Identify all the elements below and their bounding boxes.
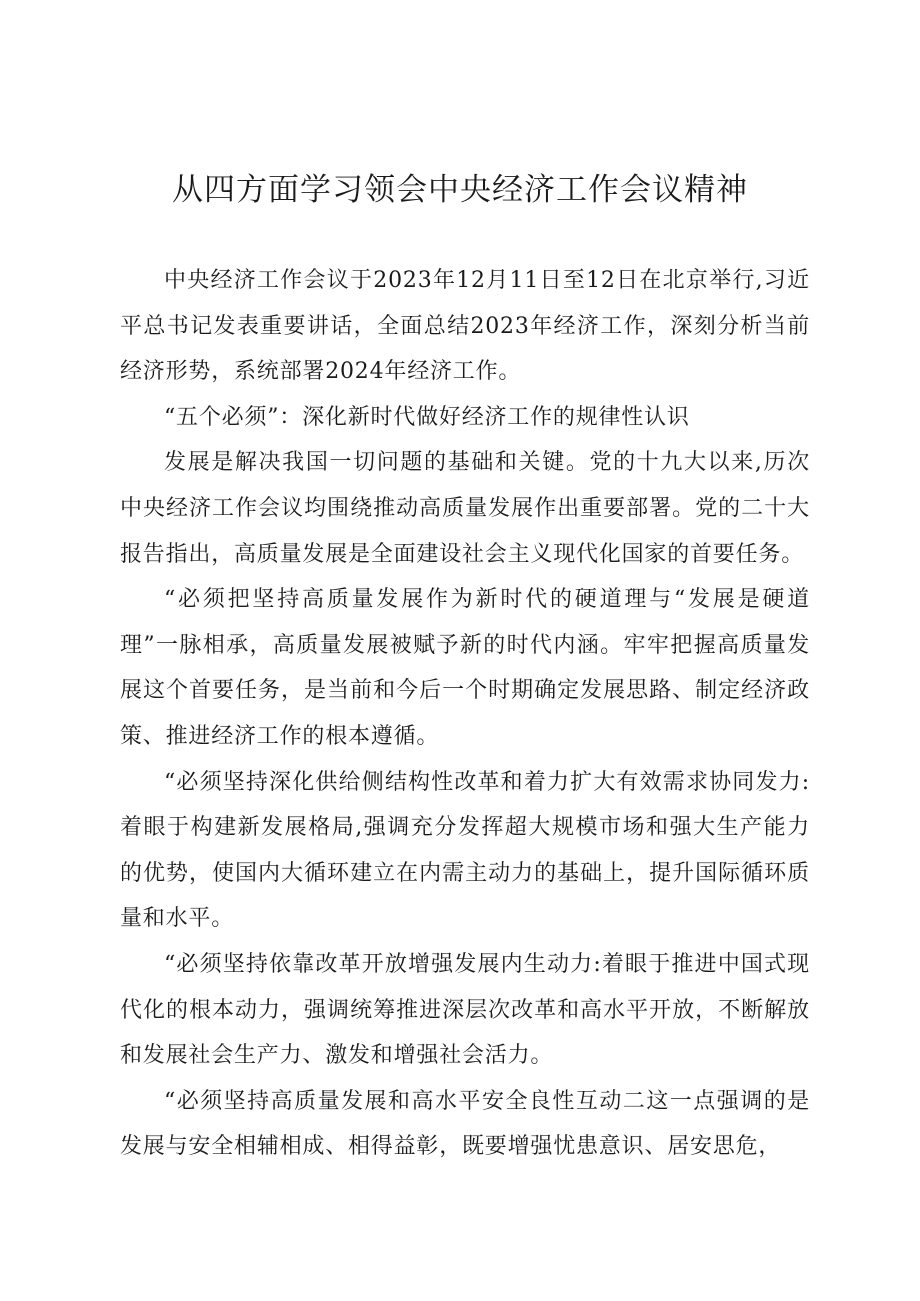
paragraph-high-quality: “必须把坚持高质量发展作为新时代的硬道理与“发展是硬道理”一脉相承，高质量发展被赋予新的时代内涵。牢牢把握高质量发展这个首要任务，是当前和今后一个时期确定发展思路、制定经济政策、推进经济工作的根本遵循。 [120, 587, 810, 749]
paragraph-reform-opening: “必须坚持依靠改革开放增强发展内生动力:着眼于推进中国式现代化的根本动力，强调统筹推进深层次改革和高水平开放，不断解放和发展社会生产力、激发和增强社会活力。 [120, 951, 810, 1069]
document-body [120, 258, 810, 1170]
document-title: 从四方面学习领会中央经济工作会议精神 [172, 172, 748, 208]
paragraph-security: “必须坚持高质量发展和高水平安全良性互动二这一点强调的是发展与安全相辅相成、相得益彰，既要增强忧患意识、居安思危， [120, 1088, 810, 1160]
paragraph-supply-side: “必须坚持深化供给侧结构性改革和着力扩大有效需求协同发力:着眼于构建新发展格局,强调充分发挥超大规模市场和强大生产能力的优势，使国内大循环建立在内需主动力的基础上，提升国际循环质量和水平。 [120, 769, 810, 932]
paragraph-development: 发展是解决我国一切问题的基础和关键。党的十九大以来,历次中央经济工作会议均围绕推动高质量发展作出重要部署。党的二十大报告指出，高质量发展是全面建设社会主义现代化国家的首要任务。 [120, 450, 810, 567]
paragraph-intro: 中央经济工作会议于2023年12月11日至12日在北京举行,习近平总书记发表重要讲话，全面总结2023年经济工作，深刻分析当前经济形势，系统部署2024年经济工作。 [120, 268, 810, 385]
section-heading: “五个必须”：深化新时代做好经济工作的规律性认识 [164, 404, 690, 430]
